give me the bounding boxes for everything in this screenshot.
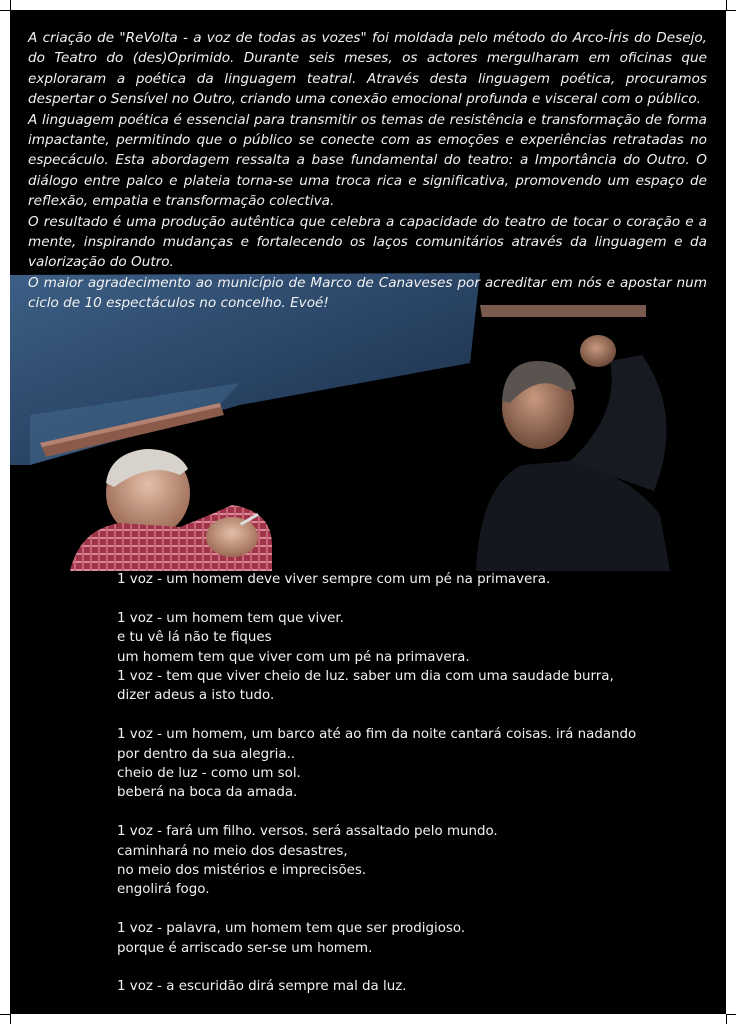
intro-text — [28, 28, 707, 314]
poem-stanza — [117, 919, 677, 958]
crop-mark — [726, 0, 727, 10]
poem-stanza — [117, 570, 677, 589]
poem-line: cheio de luz - como um sol. — [117, 766, 301, 782]
poem-line: caminhará no meio dos desastres, — [117, 843, 348, 859]
poem-line: 1 voz - palavra, um homem tem que ser prodigioso. — [117, 921, 466, 937]
crop-mark — [10, 0, 11, 10]
poem-stanza — [117, 822, 677, 900]
poem-line: por dentro da sua alegria.. — [117, 746, 296, 762]
intro-paragraph-4: O maior agradecimento ao município de Marco de Canaveses por acreditar em nós e apostar num ciclo de 10 espectáculos no concelho. Evoé! — [28, 274, 707, 312]
poem-line: e tu vê lá não te fiques — [117, 630, 272, 646]
poem-stanza — [117, 725, 677, 803]
crop-mark — [10, 1014, 11, 1024]
poem-line: porque é arriscado ser-se um homem. — [117, 940, 373, 956]
poem-stanza — [117, 977, 677, 996]
poem-line: dizer adeus a isto tudo. — [117, 688, 275, 704]
poem-line: no meio dos mistérios e imprecisões. — [117, 863, 367, 879]
poem-text — [117, 570, 677, 1014]
intro-paragraph-2: A linguagem poética é essencial para transmitir os temas de resistência e transformação de forma impactante, permitindo que o público se conecte com as emoções e experiências retratadas no especáculo. Esta abordagem ressalta a base fundamental do teatro: a Importância do Outro. O diálogo entre palco e plateia torna-se uma troca rica e significativa, promovendo um espaço de reflexão, empatia e transformação colectiva. — [28, 111, 707, 210]
poem-line: beberá na boca da amada. — [117, 785, 298, 801]
poem-line: um homem tem que viver com um pé na primavera. — [117, 649, 470, 665]
crop-mark — [0, 1014, 10, 1015]
intro-paragraph-1: A criação de "ReVolta - a voz de todas as vozes" foi moldada pelo método do Arco-Íris do Desejo, do Teatro do (des)Oprimido. Durante seis meses, os actores mergulharam em oficinas que exploraram a poética da linguagem teatral. Através desta linguagem poética, procuramos despertar o Sensível no Outro, criando uma conexão emocional profunda e visceral com o público. — [28, 30, 707, 108]
crop-mark — [726, 1014, 736, 1015]
poem-stanza — [117, 609, 677, 706]
poem-line: 1 voz - tem que viver cheio de luz. saber um dia com uma saudade burra, — [117, 669, 614, 685]
poem-line: 1 voz - um homem, um barco até ao fim da noite cantará coisas. irá nadando — [117, 727, 637, 743]
poem-line: 1 voz - fará um filho. versos. será assaltado pelo mundo. — [117, 824, 498, 840]
crop-mark — [726, 1014, 727, 1024]
poem-line: 1 voz - um homem tem que viver. — [117, 610, 344, 626]
poem-line: 1 voz - um homem deve viver sempre com um pé na primavera. — [117, 572, 551, 587]
poem-line: engolirá fogo. — [117, 882, 210, 898]
crop-mark — [0, 10, 10, 11]
crop-mark — [726, 10, 736, 11]
intro-paragraph-3: O resultado é uma produção autêntica que celebra a capacidade do teatro de tocar o coração e a mente, inspirando mudanças e fortalecendo os laços comunitários através da linguagem e da valorização do Outro. — [28, 213, 707, 271]
document-page — [10, 10, 726, 1014]
poem-line: 1 voz - a escuridão dirá sempre mal da luz. — [117, 979, 407, 995]
